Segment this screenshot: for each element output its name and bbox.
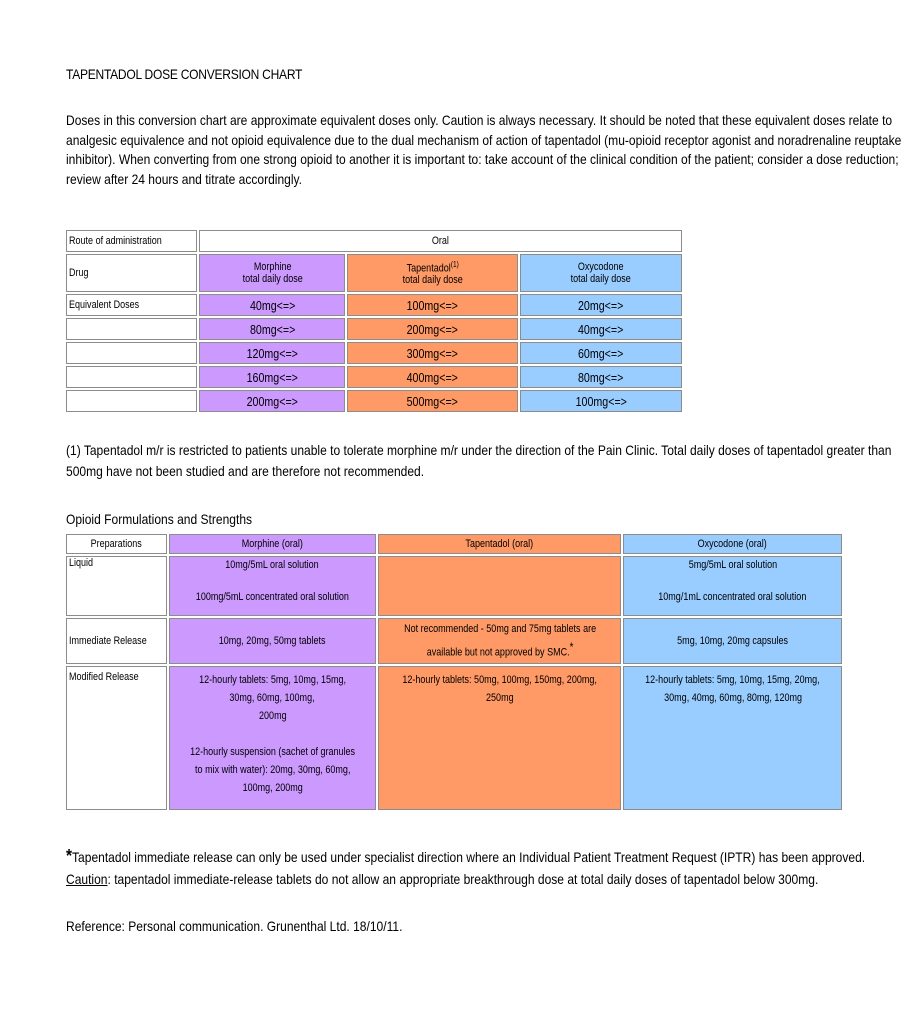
empty-cell xyxy=(66,390,197,412)
caution-label: Caution xyxy=(66,871,108,887)
table-row xyxy=(66,618,842,664)
tapentadol-dose: 500mg<=> xyxy=(347,390,517,412)
page-title: TAPENTADOL DOSE CONVERSION CHART xyxy=(66,66,303,82)
tapentadol-dose: 300mg<=> xyxy=(347,342,517,364)
equivalent-doses-label: Equivalent Doses xyxy=(66,294,197,316)
oxycodone-liquid: 5mg/5mL oral solution 10mg/1mL concentrated oral solution xyxy=(623,556,842,616)
oxycodone-mr: 12-hourly tablets: 5mg, 10mg, 15mg, 20mg, 30mg, 40mg, 60mg, 80mg, 120mg xyxy=(623,666,842,810)
drug-label: Drug xyxy=(66,254,197,292)
asterisk-note-line: *Tapentadol immediate release can only be used under specialist direction where an Individual Patient Treatment Request (IPTR) has been approved. xyxy=(66,846,866,866)
table-row xyxy=(66,666,842,810)
morphine-dose: 160mg<=> xyxy=(199,366,345,388)
table-row xyxy=(66,390,682,412)
route-label: Route of administration xyxy=(66,230,197,252)
modified-release-label: Modified Release xyxy=(66,666,167,810)
tapentadol-liquid xyxy=(378,556,621,616)
oxycodone-dose: 80mg<=> xyxy=(520,366,682,388)
table-row xyxy=(66,294,682,316)
morphine-ir: 10mg, 20mg, 50mg tablets xyxy=(169,618,376,664)
morphine-oral-header: Morphine (oral) xyxy=(169,534,376,554)
morphine-mr: 12-hourly tablets: 5mg, 10mg, 15mg, 30mg, 60mg, 100mg, 200mg 12-hourly suspension (sachet of granules to mix with water): 20mg, 30mg, 60mg, 100mg, 200mg xyxy=(169,666,376,810)
table-row xyxy=(66,366,682,388)
tapentadol-dose: 100mg<=> xyxy=(347,294,517,316)
table-row xyxy=(66,342,682,364)
morphine-header: Morphine total daily dose xyxy=(199,254,345,292)
table-row xyxy=(66,556,842,616)
tapentadol-dose: 400mg<=> xyxy=(347,366,517,388)
intro-line: review after 24 hours and titrate accordingly. xyxy=(66,170,303,187)
morphine-liquid: 10mg/5mL oral solution 100mg/5mL concentrated oral solution xyxy=(169,556,376,616)
morphine-dose: 40mg<=> xyxy=(199,294,345,316)
intro-line: inhibitor). When converting from one strong opioid to another it is important to: take account of the clinical condition of the patient; consider a dose reduction; xyxy=(66,151,899,167)
oxycodone-oral-header: Oxycodone (oral) xyxy=(623,534,842,554)
oxycodone-dose: 100mg<=> xyxy=(520,390,682,412)
route-value: Oral xyxy=(199,230,682,252)
table-row xyxy=(66,318,682,340)
tapentadol-header: Tapentadol$^{(1)}$ total daily dose xyxy=(347,254,517,292)
morphine-dose: 120mg<=> xyxy=(199,342,345,364)
empty-cell xyxy=(66,342,197,364)
oxycodone-dose: 60mg<=> xyxy=(520,342,682,364)
oxycodone-dose: 40mg<=> xyxy=(520,318,682,340)
intro-line: analgesic equivalence and not opioid equivalence due to the dual mechanism of action of tapentadol (mu-opioid receptor agonist and noradrenaline reuptake xyxy=(66,131,901,148)
tapentadol-mr: 12-hourly tablets: 50mg, 100mg, 150mg, 200mg, 250mg xyxy=(378,666,621,810)
footnote-line: 500mg have not been studied and are therefore not recommended. xyxy=(66,463,425,479)
reference: Reference: Personal communication. Grunenthal Ltd. 18/10/11. xyxy=(66,918,403,934)
formulations-heading: Opioid Formulations and Strengths xyxy=(66,511,253,527)
formulations-table xyxy=(64,532,844,812)
intro-paragraph xyxy=(66,111,901,189)
empty-cell xyxy=(66,318,197,340)
tapentadol-dose: 200mg<=> xyxy=(347,318,517,340)
oxycodone-header: Oxycodone total daily dose xyxy=(520,254,682,292)
immediate-release-label: Immediate Release xyxy=(66,618,167,664)
footnote-line: (1) Tapentadol m/r is restricted to patients unable to tolerate morphine m/r under the direction of the Pain Clinic. Total daily doses of tapentadol greater than xyxy=(66,442,892,458)
oxycodone-ir: 5mg, 10mg, 20mg capsules xyxy=(623,618,842,664)
asterisk-note xyxy=(66,845,866,890)
footnote-1 xyxy=(66,440,892,482)
caution-line: Caution: tapentadol immediate-release tablets do not allow an appropriate breakthrough dose at total daily doses of tapentadol below 300mg. xyxy=(66,871,819,887)
morphine-dose: 80mg<=> xyxy=(199,318,345,340)
conversion-table xyxy=(64,228,684,414)
empty-cell xyxy=(66,366,197,388)
preparations-header: Preparations xyxy=(66,534,167,554)
asterisk-symbol: * xyxy=(66,846,73,866)
morphine-dose: 200mg<=> xyxy=(199,390,345,412)
tapentadol-ir: Not recommended - 50mg and 75mg tablets are available but not approved by SMC.* xyxy=(378,618,621,664)
tapentadol-oral-header: Tapentadol (oral) xyxy=(378,534,621,554)
liquid-label: Liquid xyxy=(66,556,167,616)
intro-line: Doses in this conversion chart are approximate equivalent doses only. Caution is always necessary. It should be noted that these equivalent doses relate to xyxy=(66,112,893,128)
oxycodone-dose: 20mg<=> xyxy=(520,294,682,316)
